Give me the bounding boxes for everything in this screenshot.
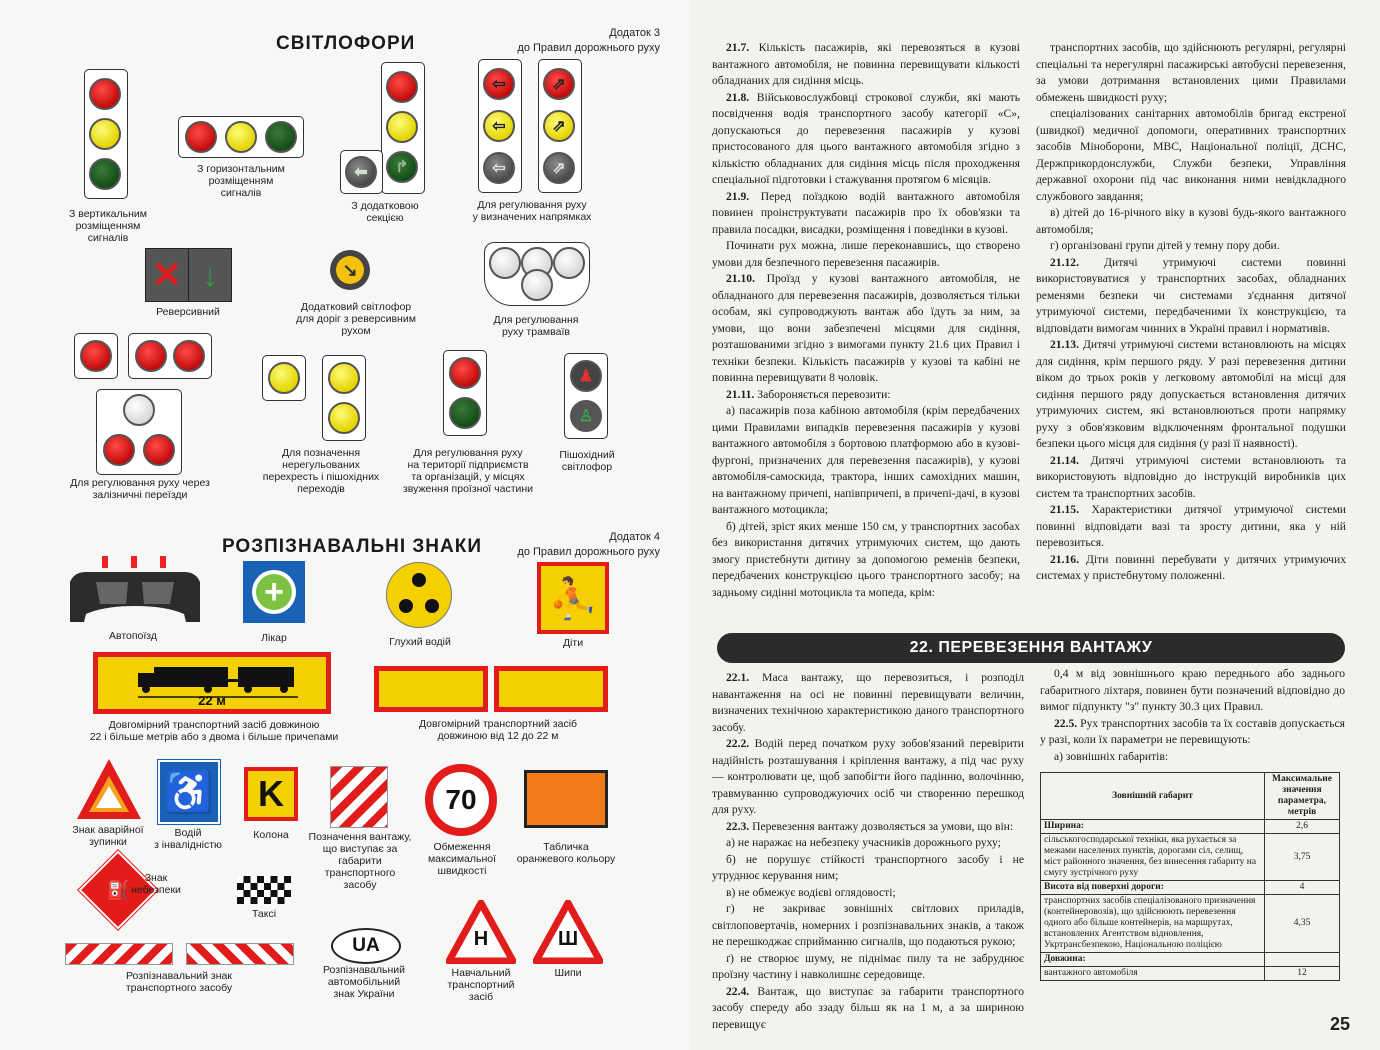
arrow-left-icon: ⇦ [492, 76, 506, 93]
caption-line: та організацій, у місцях [411, 471, 525, 483]
white-lamp [489, 247, 521, 279]
paragraph: 22.1. Маса вантажу, що перевозиться, і розподіл навантаження на осі не повинні перевищувати величин, визначених технічною характеристикою даного транспортного засобу. [712, 671, 1024, 734]
children-running-icon: ⛹ [548, 576, 598, 621]
caption-line: нерегульованих [282, 459, 360, 471]
paragraph: а) не наражає на небезпеку учасників дорожнього руху; [726, 836, 1001, 849]
caption-line: транспортного [324, 867, 396, 879]
addon-3-line1: Додаток 3 [609, 27, 660, 39]
red-lamp [80, 340, 112, 372]
red-arrow-lamp [543, 68, 575, 100]
additional-reverse-light [330, 250, 370, 290]
caption-line: небезпеки [131, 884, 181, 896]
caption-extra-section [340, 200, 430, 224]
green-lamp [449, 397, 481, 429]
red-lamp [173, 340, 205, 372]
caption-line: засобу [343, 879, 377, 891]
arrow-left-icon: ⇦ [492, 160, 506, 177]
table-header: Зовнішній габарит [1041, 773, 1265, 820]
caption-railway [58, 477, 222, 501]
yellow-lamp [89, 118, 121, 150]
identification-bar-right [186, 943, 294, 965]
caption-directions [460, 199, 604, 223]
table-cell-value: 4 [1265, 881, 1340, 895]
caption-deaf [376, 636, 464, 648]
caption-line: сигналів [87, 232, 129, 244]
caption-long-22 [76, 719, 352, 743]
caption-line: Розпізнавальний [323, 964, 405, 976]
red-pedestrian-lamp [570, 360, 602, 392]
doctor-sign [243, 561, 305, 623]
caption-line: Для регулювання руху [413, 447, 523, 459]
addon-4-line1: Додаток 4 [609, 531, 660, 543]
title-identification-signs: РОЗПІЗНАВАЛЬНІ ЗНАКИ [222, 536, 482, 557]
addon-4 [490, 530, 660, 560]
addon-4-line2: до Правил дорожнього руху [517, 546, 660, 558]
walking-person-icon: ♙ [578, 408, 594, 425]
yellow-lamp [268, 362, 300, 394]
paragraph: 21.13. Дитячі утримуючі системи встановлюють на місцях для сидіння, крім першого ряду. У разі перевезення дитини віком до трьох років у легковому автомобілі на місці для сидіння першого ряду допускається встановлення дитячих утримуючих систем, які встановлюються проти напрямку руху з обов'язковим відключенням фронтальної подушки безпеки цього місця для сидіння (у разі її наявності). [1036, 338, 1346, 450]
yellow-lamp [225, 121, 257, 153]
title-traffic-lights: СВІТЛОФОРИ [276, 33, 416, 54]
caption-emergency [58, 824, 158, 848]
orange-plate [524, 770, 608, 828]
paragraph: 22.5. Рух транспортних засобів та їх составів допускається у разі, коли їх параметри не перевищують: [1040, 716, 1345, 746]
table-cell-value: 4,35 [1265, 895, 1340, 953]
convoy-sign: K [244, 767, 298, 821]
paragraph: б) не порушує стійкості транспортного засобу і не утруднює керування ним; [712, 852, 1024, 882]
caption-line: розміщенням [208, 175, 274, 187]
taxi-checker-sign [237, 876, 291, 904]
caption-long-12-22 [392, 718, 604, 742]
text-column-3 [712, 670, 1024, 1033]
plus-icon: + [256, 574, 292, 610]
caption-line: світлофор [561, 461, 613, 473]
caption-line: Знак аварійної [72, 824, 144, 836]
dot-icon [399, 599, 413, 613]
table-cell-label: Висота від поверхні дороги: [1041, 881, 1265, 895]
arrow-up-right-icon: ⇗ [552, 118, 566, 135]
caption-line: довжиною від 12 до 22 м [437, 730, 559, 742]
caption-line: Довгомірний транспортний засіб [418, 718, 578, 730]
green-lamp [265, 121, 297, 153]
white-lamp [553, 247, 585, 279]
dot-icon [425, 599, 439, 613]
pedestrian-traffic-light [564, 353, 608, 439]
caption-line: 22 і більше метрів або з двома і більше причепами [89, 731, 339, 743]
paragraph: 21.14. Дитячі утримуючі системи встановлюють та використовують відповідно до інструкцій виробників цих систем та транспортних засобів. [1036, 453, 1346, 500]
table-row [1041, 953, 1340, 967]
caption-vertical [56, 208, 160, 244]
arrow-up-right-icon: ⇗ [552, 160, 566, 177]
ua-oval-sign: UA [331, 928, 401, 964]
caption-line: знак України [333, 988, 395, 1000]
wheelchair-icon: ♿ [164, 770, 214, 815]
caption-line: Навчальний [451, 967, 511, 979]
caption-line: Знак [144, 872, 168, 884]
caption-line: Для регулювання руху [477, 199, 587, 211]
caption-line: транспортний [447, 979, 515, 991]
table-cell-label: вантажного автомобіля [1041, 967, 1265, 981]
caption-line: звуження проїзної частини [402, 483, 534, 495]
road-train-icon [66, 552, 204, 632]
caption-line: Водій [174, 827, 202, 839]
unregulated-light-double [322, 355, 366, 441]
paragraph: транспортних засобів, що здійснюють регулярні, регулярні спеціальні та нерегулярні пасажирські автобусні перевезення, за умови дотримання встановлених цими Правилами обмежень швидкості руху; [1036, 41, 1346, 104]
paragraph: 21.12. Дитячі утримуючі системи повинні використовуватися у транспортних засобах, обладнаних ременями безпеки чи системами з'єднання дитячої утримуючої системи, передбаченими їх конструкцією, та відповідати вимогам чинних в Україні правил і нормативів. [1036, 255, 1346, 335]
table-cell-label: Ширина: [1041, 820, 1265, 834]
caption-line: секцією [366, 212, 404, 224]
gas-cylinder-icon: ⛽ [106, 879, 130, 900]
caption-reverse [140, 306, 236, 318]
caption-line: рухом [341, 325, 371, 337]
paragraph: г) організовані групи дітей у темну пору доби. [1050, 239, 1280, 252]
table-cell-value [1265, 953, 1340, 967]
road-train-sign [66, 552, 204, 632]
direction-traffic-light-right [538, 59, 582, 193]
railway-light-double [128, 333, 212, 379]
speed-limit-sign: 70 [425, 764, 497, 836]
emergency-stop-triangle [74, 756, 144, 822]
caption-additional-reverse [285, 301, 427, 337]
white-lamp [521, 269, 553, 301]
caption-road-train [88, 630, 178, 642]
deaf-driver-sign [386, 562, 452, 628]
railway-light-single [74, 333, 118, 379]
red-lamp [103, 434, 135, 466]
red-lamp [89, 78, 121, 110]
paragraph: 22.3. Перевезення вантажу дозволяється за умови, що він: [726, 819, 1014, 833]
caption-line: Табличка [543, 841, 589, 853]
caption-convoy [236, 829, 306, 841]
studs-letter: Ш [557, 928, 579, 950]
paragraph: в) не обмежує водієві оглядовості; [726, 885, 896, 899]
table-cell-label: сільськогосподарської техніки, яка рухається за межами населених пунктів, дорогами сіл, селищ, міст районного значення, без винесення габариту на смугу зустрічного руху [1041, 834, 1265, 881]
caption-line: Шипи [554, 967, 582, 979]
arrow-up-right-icon: ⇗ [552, 76, 566, 93]
table-cell-label: транспортних засобів спеціалізованого призначення (контейнеровозів), що здійснюють перевезення одного або більше контейнерів, на маршрутах, встановлених Агентством відновлення, Укртрансбезпекою, Національною поліцією [1041, 895, 1265, 953]
paragraph: спеціалізованих санітарних автомобілів бригад екстреної (швидкої) медичної допомоги, оперативних транспортних засобів Міноборони, МВС, Національної поліції, ДСНС, Держприкордонслужби, Служби безпеки, Управління державної охорони під час виконання ними невідкладного службового завдання; [1036, 107, 1346, 203]
caption-line: габарити [338, 855, 382, 867]
caption-pedestrian [548, 449, 626, 473]
caption-studs [540, 967, 596, 979]
caption-line: руху трамваїв [502, 326, 570, 338]
caption-line: Реверсивний [156, 306, 220, 318]
caption-line: швидкості [437, 865, 487, 877]
horizontal-traffic-light [178, 116, 304, 158]
caption-line: Глухий водій [389, 636, 451, 648]
caption-enterprise [392, 447, 544, 495]
caption-line: перехресть і пішохідних [262, 471, 380, 483]
caption-line: Діти [562, 637, 584, 649]
arrow-left-icon: ⬅ [354, 164, 368, 181]
paragraph: ґ) не створює шуму, не піднімає пилу та не забруднює проїзну частину і навколишнє середовище. [712, 951, 1024, 981]
paragraph: 21.15. Характеристики дитячої утримуючої системи повинні відповідати вазі та зросту дитини, яка у ній перевозиться. [1036, 503, 1346, 549]
table-header-row [1041, 773, 1340, 820]
paragraph: в) дітей до 16-річного віку в кузові будь-якого вантажного автомобіля; [1036, 206, 1346, 236]
caption-children [540, 637, 606, 649]
paragraph: 21.9. Перед поїздкою водій вантажного автомобіля повинен проінструктувати пасажирів про їх обов'язки та правила посадки, висадки, розміщення і поведінки в кузові. [712, 189, 1020, 236]
unregulated-light-single [262, 355, 306, 401]
table-row [1041, 834, 1340, 881]
paragraph: г) не закриває зовнішніх світлових приладів, світлоповертачів, номерних і розпізнавальних знаків, а також не перешкоджає сприйманню сигналів, що подаються рукою; [712, 902, 1024, 948]
extra-section-traffic-light [381, 62, 425, 194]
grey-lamp [345, 156, 377, 188]
arrow-right-turn-icon: ↱ [395, 159, 409, 176]
caption-line: сигналів [220, 187, 262, 199]
caption-orange [506, 841, 626, 865]
table-row [1041, 881, 1340, 895]
table-cell-value: 12 [1265, 967, 1340, 981]
caption-line: Для регулювання руху через [70, 477, 210, 489]
yellow-lamp [386, 111, 418, 143]
caption-line: оранжевого кольору [516, 853, 616, 865]
caption-doctor [236, 632, 312, 644]
vertical-traffic-light [84, 69, 128, 199]
red-lamp [185, 121, 217, 153]
caption-ua [312, 964, 416, 1000]
arrow-down-right-icon: ↘ [336, 256, 364, 284]
section-title-bar: 22. ПЕРЕВЕЗЕННЯ ВАНТАЖУ [717, 633, 1345, 663]
table-row [1041, 820, 1340, 834]
caption-line: З горизонтальним [197, 163, 285, 175]
yellow-arrow-lamp [543, 110, 575, 142]
paragraph: 22.2. Водій перед початком руху зобов'язаний перевірити надійність розташування і кріплення вантажу, а під час руху — контролювати це, щоб запобігти його падінню, волочінню, травмуванню супроводжуючих осіб чи створенню перешкод для руху. [712, 737, 1024, 816]
text-column-2 [1036, 40, 1346, 585]
paragraph: а) пасажирів поза кабіною автомобіля (крім передбачених цими Правилами випадків перевезення пасажирів у кузові вантажного автомобіля з бортовою платформою або в кузові-фургоні, призначених для перевезення пасажирів), у кузові автомобіля-самоскида, трактора, інших самохідних машин, на вантажному причепі, напівпричепі, в причепі-дачі, в кузові вантажного мотоцикла; [712, 404, 1020, 516]
caption-line: Лікар [261, 632, 287, 644]
caption-line: автомобільний [327, 976, 401, 988]
caption-line: Позначення вантажу, [308, 831, 412, 843]
paragraph: а) зовнішніх габаритів: [1054, 749, 1169, 763]
red-lamp [143, 434, 175, 466]
table-cell-label: Довжина: [1041, 953, 1265, 967]
red-lamp [386, 71, 418, 103]
red-lamp [449, 357, 481, 389]
caption-speed [416, 841, 508, 877]
text-column-1 [712, 40, 1020, 601]
table-cell-value: 2,6 [1265, 820, 1340, 834]
caption-line: у визначених напрямках [472, 211, 592, 223]
red-arrow-lamp [483, 68, 515, 100]
paragraph: б) дітей, зріст яких менше 150 см, у транспортних засобах без використання дитячих утримуючих систем, що дають змогу пристебнути дитину за допомогою ременів безпеки, передбачених конструкцією цього транспортного засобу; на задньому сидінні мотоцикла та мопеда, крім: [712, 519, 1020, 599]
long-vehicle-panel-right [494, 666, 608, 712]
red-cross-icon: ✕ [145, 248, 189, 302]
caption-line: що виступає за [322, 843, 398, 855]
table-row [1041, 895, 1340, 953]
paragraph: 21.11. Забороняється перевозити: [726, 387, 891, 401]
caption-line: З вертикальним [69, 208, 147, 220]
caption-line: Для позначення [281, 447, 361, 459]
cargo-marking-sign [330, 766, 388, 828]
table-cell-value: 3,75 [1265, 834, 1340, 881]
green-arrow-lamp [543, 152, 575, 184]
direction-traffic-light-left [478, 59, 522, 193]
paragraph: 22.4. Вантаж, що виступає за габарити транспортного засобу спереду або ззаду більш як на 1 м, а за шириною перевищує [712, 984, 1024, 1031]
caption-learner [440, 967, 522, 1003]
caption-line: розміщенням [75, 220, 141, 232]
text-column-4 [1040, 666, 1345, 765]
caption-line: Автопоїзд [108, 630, 158, 642]
tram-traffic-light [484, 242, 590, 306]
caption-line: для доріг з реверсивним [296, 313, 416, 325]
green-pedestrian-lamp [570, 400, 602, 432]
paragraph: 21.16. Діти повинні перебувати у дитячих утримуючих системах у пристебнутому положенні. [1036, 552, 1346, 582]
caption-line: З додатковою [351, 200, 419, 212]
caption-line: Довгомірний транспортний засіб довжиною [108, 719, 320, 731]
yellow-lamp [328, 362, 360, 394]
caption-line: Для регулювання [493, 314, 579, 326]
enterprise-traffic-light [443, 350, 487, 436]
white-lamp [123, 394, 155, 426]
identification-bar-left [65, 943, 173, 965]
length-label: 22 м [198, 693, 226, 708]
caption-line: Обмеження [433, 841, 491, 853]
green-arrow-lamp [483, 152, 515, 184]
long-vehicle-panel-left [374, 666, 488, 712]
page-number: 25 [1330, 1014, 1351, 1034]
addon-3-line2: до Правил дорожнього руху [517, 42, 660, 54]
caption-line: Пішохідний [559, 449, 615, 461]
caption-unregulated [256, 447, 386, 495]
learner-letter: Н [473, 928, 489, 950]
caption-disabled [148, 827, 228, 851]
paragraph: 21.7. Кількість пасажирів, які перевозяться в кузові вантажного автомобіля, не повинна перевищувати кількості обладнаних для сидіння місць. [712, 41, 1020, 87]
extra-section [340, 150, 383, 194]
arrow-left-icon: ⇦ [492, 118, 506, 135]
disabled-driver-sign [158, 760, 220, 824]
paragraph: 0,4 м від зовнішнього краю переднього або заднього габаритного ліхтаря, повинен бути позначений відповідно до вимог підпункту "з" пункту 30.3 цих Правил. [1040, 667, 1345, 713]
table-header: Максимальне значення параметра, метрів [1265, 773, 1340, 820]
caption-line: максимальної [427, 853, 497, 865]
caption-horizontal [178, 163, 304, 199]
green-lamp [89, 158, 121, 190]
dimensions-table [1040, 772, 1340, 981]
addon-3 [490, 26, 660, 56]
children-sign [537, 562, 609, 634]
paragraph: 21.8. Військовослужбовці строкової служби, які мають посвідчення водія транспортного засобу категорії «С», допускаються до перевезення пасажирів у кузові пристосованого для цього вантажного автомобіля згідно з кількістю обладнаних для сидіння місць після проходження спеціальної підготовки і стажування протягом 6 місяців. [712, 90, 1020, 186]
caption-line: залізничні переїзди [92, 489, 188, 501]
yellow-arrow-lamp [483, 110, 515, 142]
caption-line: Розпізнавальний знак [126, 970, 232, 982]
caption-taxi [237, 908, 291, 920]
caption-line: переходів [297, 483, 345, 495]
green-arrow-down-icon: ↓ [188, 248, 232, 302]
caption-line: Колона [253, 829, 289, 841]
long-vehicle-22m-sign [93, 652, 331, 714]
paragraph: Починати рух можна, лише переконавшись, що створено умови для безпечного перевезення пасажирів. [712, 239, 1020, 269]
caption-line: зупинки [89, 836, 127, 848]
yellow-lamp [328, 402, 360, 434]
caption-line: транспортного засобу [125, 982, 233, 994]
caption-line: з інвалідністю [154, 839, 222, 851]
table-row [1041, 967, 1340, 981]
railway-light-triangle [96, 389, 182, 475]
caption-line: Таксі [251, 908, 277, 920]
red-lamp [135, 340, 167, 372]
paragraph: 21.10. Проїзд у кузові вантажного автомобіля, не обладнаного для перевезення пасажирів, дозволяється тільки особам, які супроводжують вантаж або їдуть за ним, за умови, що вони забезпечені місцями для сидіння, розташованими згідно з вимогами пункту 21.6 цих Правил і техніки безпеки. Кількість пасажирів у кузові та кабіні не повинна перевищувати 8 чоловік. [712, 272, 1020, 384]
caption-line: засіб [468, 991, 494, 1003]
caption-vehicle-mark [104, 970, 254, 994]
caption-danger [126, 872, 186, 896]
caption-cargo [306, 831, 414, 891]
caption-tram [476, 314, 596, 338]
green-lamp [386, 151, 418, 183]
dot-icon [412, 573, 426, 587]
caption-line: Додатковий світлофор [300, 301, 412, 313]
standing-person-icon: ♟ [578, 368, 594, 385]
caption-line: на території підприємств [407, 459, 529, 471]
